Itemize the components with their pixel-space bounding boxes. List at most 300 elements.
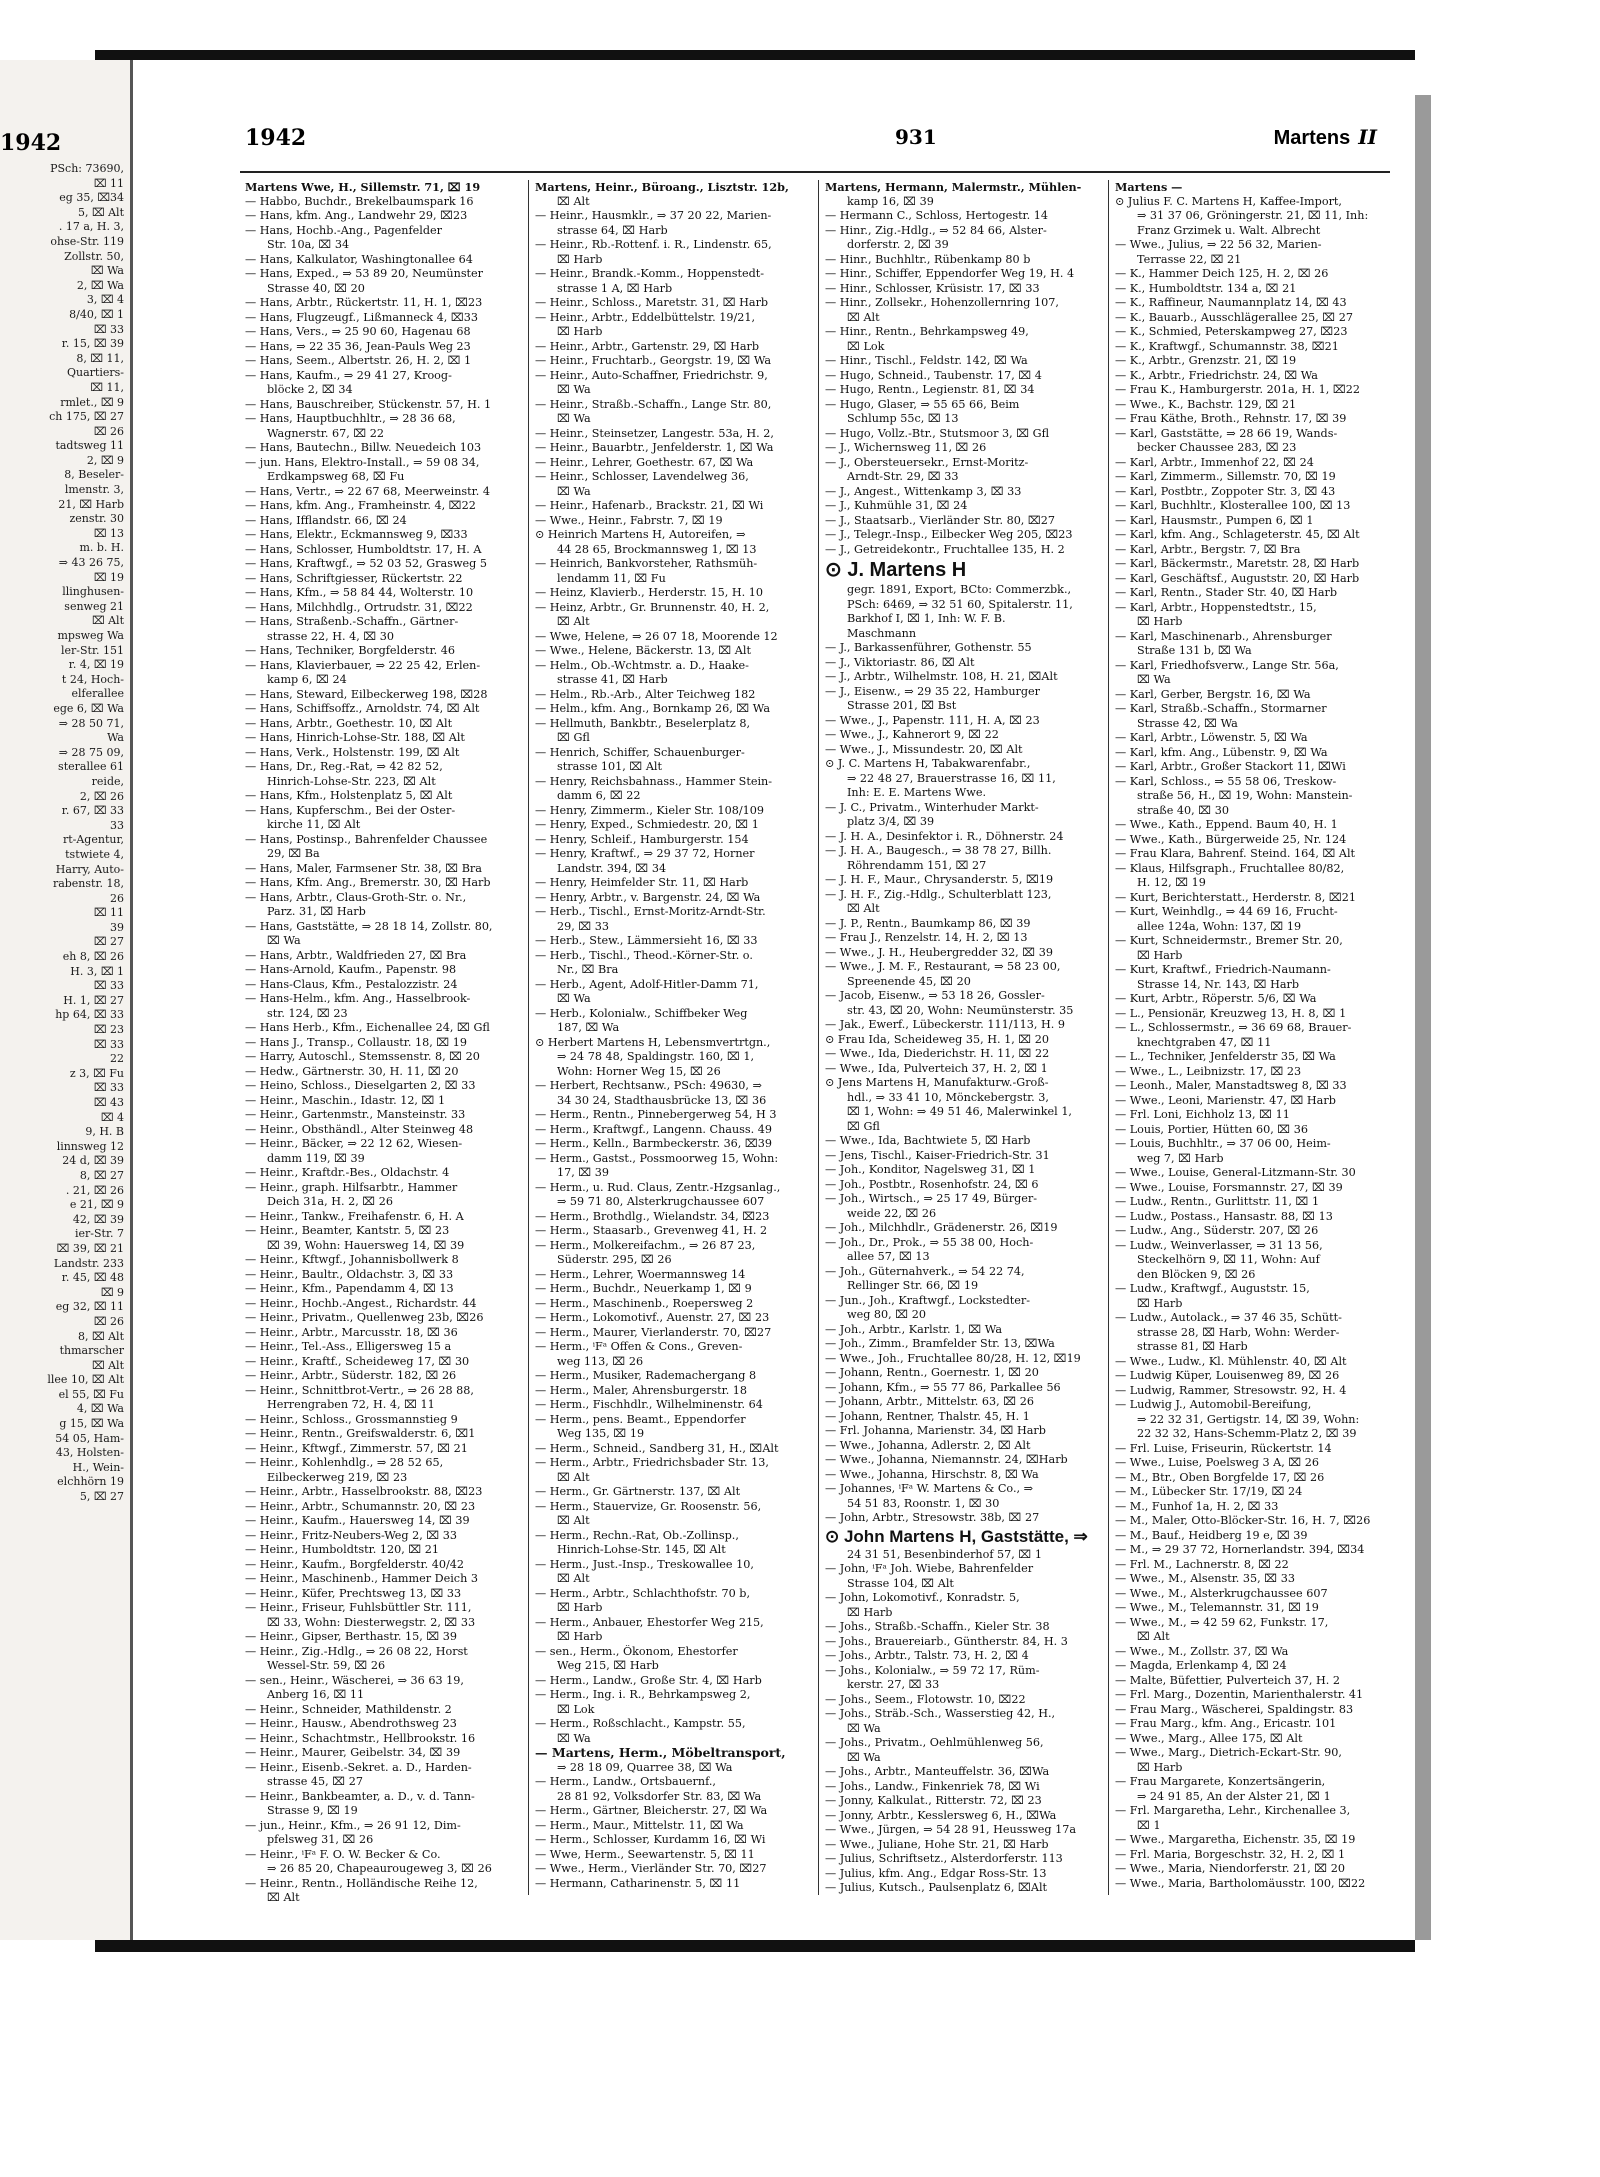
left-page-line: ⌧ Alt (91, 614, 124, 628)
directory-entry: — Joh., Güternahverk., ⇒ 54 22 74, (825, 1264, 1025, 1278)
directory-entry: — Hans, kfm. Ang., Landwehr 29, ⌧23 (245, 209, 468, 222)
directory-entry: — Karl, Arbtr., Bergstr. 7, ⌧ Bra (1115, 542, 1301, 556)
left-page-line: ohse-Str. 119 (50, 234, 124, 248)
directory-entry: — Hans, Milchhdlg., Ortrudstr. 31, ⌧22 (245, 600, 473, 614)
left-page-line: ⇒ 28 50 71, (58, 716, 124, 730)
directory-entry: ⌧ Wa (557, 383, 591, 396)
directory-entry: — Kurt, Kraftwf., Friedrich-Naumann- (1115, 963, 1331, 976)
left-page-line: 8, ⌧ 27 (79, 1168, 124, 1182)
directory-entry: — Herm., Landw., Große Str. 4, ⌧ Harb (535, 1673, 762, 1687)
directory-entry: 29, ⌧ 33 (557, 919, 610, 933)
directory-entry: — Wwe., Helene, Bäckerstr. 13, ⌧ Alt (535, 644, 751, 657)
directory-entry: — Hans, Schlosser, Humboldtstr. 17, H. A (245, 542, 482, 556)
directory-entry: ⌧ Harb (557, 1630, 603, 1643)
directory-entry: — Heinr., Schlosser, Lavendelweg 36, (535, 470, 749, 483)
directory-entry: — John, ⁱFᵃ Joh. Wiebe, Bahrenfelder (825, 1562, 1034, 1575)
left-page-line: 2, ⌧ Wa (76, 278, 124, 292)
directory-entry: — Heinr., Schneider, Mathildenstr. 2 (245, 1702, 452, 1716)
directory-entry: — Hans, Schiffsoffz., Arnoldstr. 74, ⌧ Alt (245, 702, 480, 715)
directory-entry: 44 28 65, Brockmannsweg 1, ⌧ 13 (557, 542, 757, 556)
directory-entry: — Heinr., Fritz-Neubers-Weg 2, ⌧ 33 (245, 1528, 458, 1542)
directory-entry: — Wwe., J. M. F., Restaurant, ⇒ 58 23 00, (825, 960, 1061, 973)
directory-entry: — Heinr., Kraftdr.-Bes., Oldachstr. 4 (245, 1166, 450, 1179)
directory-entry: — K., Humboldtstr. 134 a, ⌧ 21 (1115, 281, 1297, 295)
directory-entry: — jun. Hans, Elektro-Install., ⇒ 59 08 34, (245, 455, 480, 469)
directory-entry: — M., Maler, Otto-Blöcker-Str. 16, H. 7, ⌧26 (1115, 1514, 1371, 1527)
directory-entry: — Hugo, Rentn., Legienstr. 81, ⌧ 34 (825, 383, 1035, 396)
left-page-line: 33 (110, 818, 124, 832)
directory-entry: Steckelhörn 9, ⌧ 11, Wohn: Auf (1137, 1253, 1320, 1266)
directory-entry: — Henry, Arbtr., v. Bargenstr. 24, ⌧ Wa (535, 890, 761, 904)
left-page-line: eg 32, ⌧ 11 (55, 1300, 124, 1314)
directory-entry: — Herm., Maler, Ahrensburgerstr. 18 (535, 1383, 748, 1397)
directory-entry: — Wwe., Herm., Vierländer Str. 70, ⌧27 (535, 1862, 767, 1875)
left-page-line: ⌧ 43 (93, 1096, 124, 1109)
directory-entry: ⌧ 33, Wohn: Diesterwegstr. 2, ⌧ 33 (267, 1615, 476, 1629)
directory-entry: — M., Bauf., Heidberg 19 e, ⌧ 39 (1115, 1528, 1308, 1542)
directory-entry: — Henry, Exped., Schmiedestr. 20, ⌧ 1 (535, 818, 759, 831)
directory-entry: Martens Wwe, H., Sillemstr. 71, ⌧ 19 (245, 180, 481, 194)
directory-entry: — Herm., Brothdlg., Wielandstr. 34, ⌧23 (535, 1209, 770, 1223)
directory-entry: — Johs., Landw., Finkenriek 78, ⌧ Wi (825, 1779, 1040, 1793)
directory-entry: — Wwe., J., Kahnerort 9, ⌧ 22 (825, 728, 999, 741)
directory-entry: — Johann, Rentner, Thalstr. 45, H. 1 (825, 1409, 1030, 1423)
directory-entry: — Heinr., Bauarbtr., Jenfelderstr. 1, ⌧ Wa (535, 441, 774, 454)
directory-entry: — K., Bauarb., Ausschlägerallee 25, ⌧ 27 (1115, 310, 1353, 324)
directory-entry: ⌧ Wa (1137, 673, 1171, 686)
directory-entry: — K., Schmied, Peterskampweg 27, ⌧23 (1115, 325, 1348, 338)
directory-entry: — jun., Heinr., Kfm., ⇒ 26 91 12, Dim- (245, 1818, 461, 1832)
directory-entry: — Julius, kfm. Ang., Edgar Ross-Str. 13 (825, 1866, 1047, 1880)
directory-entry: — Heinr., Tel.-Ass., Elligersweg 15 a (245, 1340, 452, 1353)
directory-entry: ⌧ Alt (557, 1572, 590, 1585)
directory-entry: — Hans, Schriftgiesser, Rückertstr. 22 (245, 571, 463, 585)
directory-entry: — Heinr., Beamter, Kantstr. 5, ⌧ 23 (245, 1224, 450, 1237)
directory-entry: — Herm., Buchdr., Neuerkamp 1, ⌧ 9 (535, 1282, 752, 1295)
left-page-line: 24 d, ⌧ 39 (62, 1154, 124, 1168)
header-rule (240, 171, 1390, 173)
directory-entry: ⌧ Wa (557, 412, 591, 425)
directory-entry: — Frl. Marg., Dozentin, Marienthalerstr. 41 (1115, 1688, 1364, 1701)
directory-entry: — Heinrich, Bankvorsteher, Rathsmüh- (535, 557, 758, 570)
directory-entry: — Ludw., Kraftwgf., Auguststr. 15, (1115, 1282, 1310, 1295)
directory-entry: weide 22, ⌧ 26 (847, 1206, 937, 1220)
directory-entry: — Karl, Hausmstr., Pumpen 6, ⌧ 1 (1115, 513, 1314, 527)
directory-entry: — Louis, Portier, Hütten 60, ⌧ 36 (1115, 1122, 1308, 1136)
directory-entry: — Joh., Arbtr., Karlstr. 1, ⌧ Wa (825, 1322, 1003, 1336)
directory-entry: — Karl, Gerber, Bergstr. 16, ⌧ Wa (1115, 687, 1311, 701)
directory-entry: — Hans Herb., Kfm., Eichenallee 24, ⌧ Gfl (245, 1021, 490, 1034)
directory-entry: Hinrich-Lohse-Str. 223, ⌧ Alt (267, 774, 436, 788)
directory-entry: — Herm., Arbtr., Friedrichsbader Str. 13, (535, 1456, 769, 1469)
directory-entry: strasse 64, ⌧ Harb (557, 223, 668, 237)
directory-entry: — Julius, Schriftsetz., Alsterdorferstr. 113 (825, 1852, 1063, 1865)
directory-entry: — Herm., Landw., Ortsbauernf., (535, 1775, 716, 1788)
directory-entry: — Heinr., Maurer, Geibelstr. 34, ⌧ 39 (245, 1746, 461, 1759)
left-page-line: rabenstr. 18, (52, 877, 124, 891)
directory-entry: — Herm., Roßschlacht., Kampstr. 55, (535, 1717, 746, 1730)
directory-entry: — Henry, Reichsbahnass., Hammer Stein- (535, 774, 773, 788)
directory-entry: — Herm., Rentn., Pinnebergerweg 54, H 3 (535, 1108, 777, 1121)
directory-entry: Deich 31a, H. 2, ⌧ 26 (267, 1195, 393, 1208)
directory-entry: — Hans, Vertr., ⇒ 22 67 68, Meerweinstr. 4 (245, 484, 491, 498)
left-page-line: eh 8, ⌧ 26 (62, 950, 124, 964)
directory-entry: 17, ⌧ 39 (557, 1166, 610, 1179)
left-page-line: linnsweg 12 (56, 1139, 124, 1153)
directory-entry: — Wwe., Ida, Diederichstr. H. 11, ⌧ 22 (825, 1047, 1050, 1060)
directory-entry: ⌧ Harb (557, 325, 603, 338)
directory-entry: — Hans, kfm. Ang., Framheinstr. 4, ⌧22 (245, 499, 476, 512)
column-1 (245, 180, 527, 1906)
left-page-line: ⇒ 43 26 75, (58, 556, 124, 570)
left-page-line: ege 6, ⌧ Wa (53, 701, 124, 715)
directory-entry: ⌧ Alt (847, 310, 880, 324)
directory-entry: 54 51 83, Roonstr. 1, ⌧ 30 (847, 1496, 1000, 1510)
directory-entry: — Heinr., graph. Hilfsarbtr., Hammer (245, 1180, 458, 1194)
directory-entry: — Wwe., J. H., Heubergredder 32, ⌧ 39 (825, 945, 1053, 959)
directory-entry: — Karl, Rentn., Stader Str. 40, ⌧ Harb (1115, 586, 1338, 599)
left-page-line: 43, Holsten- (55, 1446, 124, 1460)
directory-entry: — Julius, Kutsch., Paulsenplatz 6, ⌧Alt (825, 1881, 1048, 1894)
directory-entry: — Hinr., Schlosser, Krüsistr. 17, ⌧ 33 (825, 281, 1040, 295)
directory-entry: — Kurt, Berichterstatt., Herderstr. 8, ⌧21 (1115, 890, 1356, 904)
directory-entry: Strasse 201, ⌧ Bst (847, 699, 957, 712)
directory-entry: — Hans, Arbtr., Waldfrieden 27, ⌧ Bra (245, 948, 467, 962)
directory-entry: — Heinr., Arbtr., Gartenstr. 29, ⌧ Harb (535, 339, 760, 353)
directory-entry: — Wwe., Marg., Dietrich-Eckart-Str. 90, (1115, 1746, 1342, 1759)
directory-entry: — Wwe., Jürgen, ⇒ 54 28 91, Heussweg 17a (825, 1823, 1076, 1836)
directory-entry: — Hans, ⇒ 22 35 36, Jean-Pauls Weg 23 (245, 339, 471, 353)
directory-entry: Wagnerstr. 67, ⌧ 22 (267, 426, 385, 440)
directory-entry: — Hans, Vers., ⇒ 25 90 60, Hagenau 68 (245, 325, 471, 338)
directory-entry: — K., Kraftwgf., Schumannstr. 38, ⌧21 (1115, 339, 1339, 353)
left-page-line: eg 35, ⌧34 (59, 191, 124, 205)
directory-entry: ⌧ Alt (557, 615, 590, 628)
directory-entry: — Ludw., Rentn., Gurlittstr. 11, ⌧ 1 (1115, 1195, 1320, 1208)
directory-entry: — Heinr., Arbtr., Eddelbüttelstr. 19/21, (535, 310, 756, 324)
running-title (1274, 125, 1377, 150)
left-page-line: ⌧ 33 (93, 1037, 124, 1051)
column-divider (1108, 180, 1109, 1895)
left-page-line: ⌧ 11, (90, 380, 124, 394)
directory-entry: — Herm., Kelln., Barmbeckerstr. 36, ⌧39 (535, 1137, 773, 1150)
directory-entry: pfelsweg 31, ⌧ 26 (267, 1833, 374, 1846)
left-page-line: t 24, Hoch- (61, 672, 124, 686)
directory-entry: — Herm., Gärtner, Bleicherstr. 27, ⌧ Wa (535, 1804, 768, 1817)
directory-entry: — Wwe., Luise, Poelsweg 3 A, ⌧ 26 (1115, 1456, 1320, 1469)
directory-entry: — Herm., Kraftwgf., Langenn. Chauss. 49 (535, 1122, 772, 1136)
directory-entry: — Herm., u. Rud. Claus, Zentr.-Hzgsanlag., (535, 1180, 781, 1194)
directory-entry: — sen., Heinr., Wäscherei, ⇒ 36 63 19, (245, 1673, 464, 1687)
directory-entry: — Ludwig Küper, Louisenweg 89, ⌧ 26 (1115, 1369, 1340, 1382)
left-page-line: ⌧ 23 (93, 1023, 124, 1037)
directory-entry: — Karl, Arbtr., Hoppenstedtstr., 15, (1115, 600, 1317, 614)
directory-entry: — Klaus, Hilfsgraph., Fruchtallee 80/82, (1115, 861, 1345, 875)
directory-entry: 28 81 92, Volksdorfer Str. 83, ⌧ Wa (557, 1789, 762, 1803)
directory-entry: — Frau Margarete, Konzertsängerin, (1115, 1775, 1326, 1788)
directory-entry: — Herm., Molkereifachm., ⇒ 26 87 23, (535, 1238, 756, 1252)
directory-entry: — Hans, Flugzeugf., Lißmanneck 4, ⌧33 (245, 310, 478, 324)
left-page-line: ⌧ 11 (93, 906, 124, 920)
directory-entry: Röhrendamm 151, ⌧ 27 (847, 858, 987, 872)
directory-entry: — Heinr., Küfer, Prechtsweg 13, ⌧ 33 (245, 1586, 462, 1600)
directory-entry: — Herm., Maschinenb., Roepersweg 2 (535, 1296, 754, 1310)
directory-entry: — Johs., Arbtr., Talstr. 73, H. 2, ⌧ 4 (825, 1649, 1029, 1662)
left-page-line: r. 45, ⌧ 48 (61, 1271, 124, 1285)
directory-entry: — Herm., Gr. Gärtnerstr. 137, ⌧ Alt (535, 1485, 741, 1498)
directory-entry: — Heinr., ⁱFᵃ F. O. W. Becker & Co. (245, 1847, 441, 1861)
directory-entry: — Johs., Brauereiarb., Güntherstr. 84, H. 3 (825, 1634, 1068, 1648)
directory-entry: Hinrich-Lohse-Str. 145, ⌧ Alt (557, 1543, 726, 1556)
directory-entry: ⌧ Wa (267, 934, 301, 947)
directory-entry: knechtgraben 47, ⌧ 11 (1137, 1035, 1272, 1049)
directory-entry: — Hedw., Gärtnerstr. 30, H. 11, ⌧ 20 (245, 1064, 459, 1078)
left-page-line: ⌧ Alt (91, 1358, 124, 1372)
directory-entry: — Hans, Arbtr., Rückertstr. 11, H. 1, ⌧23 (245, 296, 483, 309)
directory-entry: ⌧ 39, Wohn: Hauersweg 14, ⌧ 39 (267, 1238, 465, 1252)
directory-entry: — L., Techniker, Jenfelderstr 35, ⌧ Wa (1115, 1050, 1336, 1063)
directory-entry: — Hans, Steward, Eilbeckerweg 198, ⌧28 (245, 687, 488, 701)
directory-entry: — Heinr., Arbtr., Marcusstr. 18, ⌧ 36 (245, 1325, 458, 1339)
directory-entry: — J., Obersteuersekr., Ernst-Moritz- (825, 455, 1029, 469)
directory-entry: — J. C., Privatm., Winterhuder Markt- (825, 800, 1039, 814)
directory-entry: — Heinr., Fruchtarb., Georgstr. 19, ⌧ Wa (535, 354, 772, 367)
directory-entry: — Joh., Wirtsch., ⇒ 25 17 49, Bürger- (825, 1192, 1037, 1205)
directory-entry: — Johann, Arbtr., Mittelstr. 63, ⌧ 26 (825, 1395, 1034, 1408)
left-page-line: ⌧ 33 (93, 979, 124, 993)
left-page-line: zenstr. 30 (69, 512, 124, 526)
directory-entry: — Hermann, Catharinenstr. 5, ⌧ 11 (535, 1876, 741, 1890)
directory-entry: ⌧ Gfl (557, 731, 590, 744)
directory-entry: — K., Hammer Deich 125, H. 2, ⌧ 26 (1115, 267, 1329, 280)
directory-entry: — Herm., Arbtr., Schlachthofstr. 70 b, (535, 1586, 751, 1600)
directory-entry: — Heinr., Hochb.-Angest., Richardstr. 44 (245, 1296, 477, 1310)
directory-entry: — Herb., Tischl., Ernst-Moritz-Arndt-Str. (535, 905, 766, 918)
directory-entry: — J., Wichernsweg 11, ⌧ 26 (825, 441, 987, 454)
directory-entry: — Hugo, Vollz.-Btr., Stutsmoor 3, ⌧ Gfl (825, 426, 1050, 440)
left-page-line: r. 67, ⌧ 33 (61, 804, 124, 818)
directory-entry: strasse 22, H. 4, ⌧ 30 (267, 629, 395, 643)
directory-entry: — Heino, Schloss., Dieselgarten 2, ⌧ 33 (245, 1079, 476, 1092)
directory-entry: — Heinr., Gipser, Berthastr. 15, ⌧ 39 (245, 1630, 458, 1643)
directory-entry: Süderstr. 295, ⌧ 26 (557, 1253, 672, 1266)
directory-entry: ⊙ Herbert Martens H, Lebensmvertrtgn., (535, 1035, 771, 1049)
left-page-line: 8, ⌧ 11, (76, 351, 124, 365)
directory-entry: — Hans, Kfm. Ang., Bremerstr. 30, ⌧ Harb (245, 876, 491, 889)
directory-entry: — Karl, Arbtr., Großer Stackort 11, ⌧Wi (1115, 760, 1346, 773)
directory-entry: ⊙ Heinrich Martens H, Autoreifen, ⇒ (535, 528, 746, 541)
directory-entry: ⌧ Harb (1137, 615, 1183, 628)
directory-entry: — Wwe, Helene, ⇒ 26 07 18, Moorende 12 (535, 629, 778, 643)
left-page-line: 21, ⌧ Harb (58, 497, 124, 511)
directory-entry: — Jonny, Arbtr., Kesslersweg 6, H., ⌧Wa (825, 1808, 1057, 1822)
directory-entry: — Hugo, Glaser, ⇒ 55 65 66, Beim (825, 397, 1020, 411)
directory-entry: — Karl, Schloss., ⇒ 55 58 06, Treskow- (1115, 774, 1337, 788)
directory-entry: — Frau Marg., kfm. Ang., Ericastr. 101 (1115, 1717, 1337, 1730)
left-page-line: 5, ⌧ Alt (77, 205, 124, 219)
directory-entry: — Wwe., Maria, Niendorferstr. 21, ⌧ 20 (1115, 1862, 1345, 1875)
directory-entry: — M., ⇒ 29 37 72, Hornerlandstr. 394, ⌧34 (1115, 1543, 1365, 1556)
directory-entry: Parz. 31, ⌧ Harb (267, 905, 366, 918)
directory-entry: — Heinr., Humboldtstr. 120, ⌧ 21 (245, 1543, 440, 1556)
directory-entry: ⇒ 26 85 20, Chapeaurougeweg 3, ⌧ 26 (267, 1862, 492, 1875)
directory-entry: — Jacob, Eisenw., ⇒ 53 18 26, Gossler- (825, 989, 1045, 1002)
directory-entry: Inh: E. E. Martens Wwe. (847, 786, 987, 799)
directory-entry: Strasse 42, ⌧ Wa (1137, 716, 1238, 730)
directory-entry: Martens, Heinr., Büroang., Lisztstr. 12b, (535, 180, 789, 194)
left-page-line: elferallee (71, 687, 124, 701)
directory-entry: str. 124, ⌧ 23 (267, 1006, 348, 1020)
directory-entry: — Wwe., Louise, General-Litzmann-Str. 30 (1115, 1166, 1356, 1179)
directory-entry: — Heinr., Kohlenhdlg., ⇒ 28 52 65, (245, 1456, 444, 1469)
directory-entry: — Herm., Schlosser, Kurdamm 16, ⌧ Wi (535, 1833, 766, 1846)
directory-entry: — Herm., Maurer, Vierlanderstr. 70, ⌧27 (535, 1325, 772, 1339)
running-title-name: Martens (1273, 127, 1351, 149)
running-title-number: II (1358, 125, 1377, 149)
directory-entry: — Heinr., Arbtr., Schumannstr. 20, ⌧ 23 (245, 1499, 476, 1513)
directory-entry: — Hans, Gaststätte, ⇒ 28 18 14, Zollstr. 80, (245, 919, 493, 933)
directory-entry: — Joh., Konditor, Nagelsweg 31, ⌧ 1 (825, 1163, 1036, 1176)
left-page-line: senweg 21 (64, 599, 124, 613)
directory-entry: — Heinr., Bankbeamter, a. D., v. d. Tann- (245, 1789, 475, 1803)
directory-entry: Weg 215, ⌧ Harb (557, 1659, 659, 1672)
directory-entry: — Wwe., Kath., Eppend. Baum 40, H. 1 (1115, 818, 1338, 831)
directory-entry: — Hans, Kfm., Holstenplatz 5, ⌧ Alt (245, 789, 453, 802)
directory-entry: — Heinr., Schnittbrot-Vertr., ⇒ 26 28 88, (245, 1383, 474, 1397)
left-page-line: 2, ⌧ 26 (79, 789, 124, 803)
directory-entry: — Heinr., Arbtr., Süderstr. 182, ⌧ 26 (245, 1369, 457, 1382)
left-page-line: ⌧ 27 (93, 935, 124, 949)
left-page-line: ⌧ 9 (100, 1285, 124, 1299)
directory-entry: — Malte, Büfettier, Pulverteich 37, H. 2 (1115, 1673, 1340, 1687)
directory-entry: — Johann, Kfm., ⇒ 55 77 86, Parkallee 56 (825, 1380, 1061, 1394)
directory-entry: — Karl, Zimmerm., Sillemstr. 70, ⌧ 19 (1115, 470, 1336, 483)
directory-entry: ⌧ Alt (557, 194, 590, 208)
directory-entry: — Frau Marg., Wäscherei, Spaldingstr. 83 (1115, 1702, 1354, 1716)
directory-entry: — Wwe., Ida, Bachtwiete 5, ⌧ Harb (825, 1134, 1031, 1147)
directory-entry: — L., Schlossermstr., ⇒ 36 69 68, Brauer- (1115, 1021, 1352, 1034)
directory-entry: — Frau J., Renzelstr. 14, H. 2, ⌧ 13 (825, 931, 1028, 944)
directory-entry: ⊙ Frau Ida, Scheideweg 35, H. 1, ⌧ 20 (825, 1032, 1049, 1046)
directory-entry: lendamm 11, ⌧ Fu (557, 571, 666, 585)
directory-entry: — Hans, Seem., Albertstr. 26, H. 2, ⌧ 1 (245, 354, 472, 367)
directory-entry: — Wwe., Louise, Forsmannstr. 27, ⌧ 39 (1115, 1180, 1343, 1194)
directory-entry: — Hans, Klavierbauer, ⇒ 22 25 42, Erlen- (245, 658, 481, 672)
directory-entry: — Heinr., Schachtmstr., Hellbrookstr. 16 (245, 1731, 476, 1745)
directory-entry: gegr. 1891, Export, BCto: Commerzbk., (847, 583, 1072, 596)
directory-entry: — Habbo, Buchdr., Brekelbaumspark 16 (245, 194, 474, 208)
directory-entry: — Heinr., Kraftf., Scheideweg 17, ⌧ 30 (245, 1354, 470, 1368)
directory-entry: kamp 16, ⌧ 39 (847, 194, 934, 208)
directory-entry: — Wwe., Margaretha, Eichenstr. 35, ⌧ 19 (1115, 1833, 1356, 1846)
directory-entry: — Hinr., Zig.-Hdlg., ⇒ 52 84 66, Alster- (825, 223, 1047, 237)
column-divider (528, 180, 529, 1895)
directory-entry: — Frl. Johanna, Marienstr. 34, ⌧ Harb (825, 1424, 1046, 1437)
left-page-line: Quartiers- (67, 366, 124, 380)
directory-entry: — Wwe., Kath., Bürgerweide 25, Nr. 124 (1115, 832, 1347, 846)
directory-entry: — Louis, Buchhltr., ⇒ 37 06 00, Heim- (1115, 1137, 1331, 1150)
directory-entry: becker Chaussee 283, ⌧ 23 (1137, 441, 1297, 454)
directory-entry: Martens — (1115, 180, 1183, 194)
directory-entry: — Magda, Erlenkamp 4, ⌧ 24 (1115, 1659, 1287, 1672)
directory-entry: strasse 101, ⌧ Alt (557, 760, 662, 773)
directory-entry: ⌧ 1, Wohn: ⇒ 49 51 46, Malerwinkel 1, (847, 1105, 1072, 1118)
directory-entry: Erdkampsweg 68, ⌧ Fu (267, 470, 405, 483)
directory-entry: — Jak., Ewerf., Lübeckerstr. 111/113, H. 9 (825, 1018, 1065, 1031)
directory-entry: — Karl, Arbtr., Löwenstr. 5, ⌧ Wa (1115, 731, 1308, 744)
directory-entry: — Frl. Luise, Friseurin, Rückertstr. 14 (1115, 1441, 1332, 1455)
directory-entry: 24 31 51, Besenbinderhof 57, ⌧ 1 (847, 1547, 1042, 1561)
directory-entry: — Hans, Ifflandstr. 66, ⌧ 24 (245, 513, 407, 527)
directory-entry: Spreenende 45, ⌧ 20 (847, 974, 971, 988)
left-page-line: sterallee 61 (58, 760, 124, 774)
directory-entry: — Ludwig J., Automobil-Bereifung, (1115, 1398, 1312, 1411)
directory-entry: — John, Lokomotivf., Konradstr. 5, (825, 1591, 1020, 1604)
left-page-line: 26 (110, 891, 124, 905)
left-page-line: ⌧ 19 (93, 570, 124, 584)
directory-entry: — Herm., Stauervize, Gr. Roosenstr. 56, (535, 1499, 762, 1513)
directory-entry: — Hans, Kraftwgf., ⇒ 52 03 52, Grasweg 5 (245, 557, 487, 570)
directory-entry: — J. H. A., Baugesch., ⇒ 38 78 27, Billh. (825, 844, 1052, 857)
left-page-line: Wa (107, 731, 124, 745)
column-2 (535, 180, 817, 1891)
directory-entry: — Heinr., Hafenarb., Brackstr. 21, ⌧ Wi (535, 499, 764, 512)
directory-entry: — Heinr., Gartenmstr., Mansteinstr. 33 (245, 1108, 466, 1121)
left-page-line: lmenstr. 3, (64, 483, 124, 497)
directory-entry: — Karl, Arbtr., Immenhof 22, ⌧ 24 (1115, 455, 1314, 469)
directory-entry: ⇒ 22 48 27, Brauerstrasse 16, ⌧ 11, (847, 771, 1056, 785)
directory-entry: — K., Arbtr., Friedrichstr. 24, ⌧ Wa (1115, 368, 1318, 382)
directory-entry: ⇒ 24 91 85, An der Alster 21, ⌧ 1 (1137, 1789, 1331, 1803)
directory-entry: — Kurt, Weinhdlg., ⇒ 44 69 16, Frucht- (1115, 905, 1338, 918)
directory-entry: — Herm., Ing. i. R., Behrkampsweg 2, (535, 1688, 751, 1701)
directory-entry: hdl., ⇒ 33 41 10, Mönckebergstr. 3, (847, 1090, 1049, 1104)
directory-entry: damm 119, ⌧ 39 (267, 1151, 365, 1165)
directory-entry: — Hans J., Transp., Collaustr. 18, ⌧ 19 (245, 1035, 468, 1049)
directory-entry: — Wwe., Johanna, Hirschstr. 8, ⌧ Wa (825, 1467, 1039, 1481)
directory-entry: ⌧ Harb (1137, 948, 1183, 962)
directory-entry: — Ludw., Postass., Hansastr. 88, ⌧ 13 (1115, 1209, 1333, 1223)
directory-entry: dorferstr. 2, ⌧ 39 (847, 238, 949, 251)
directory-entry: — Frau Klara, Bahrenf. Steind. 164, ⌧ Alt (1115, 847, 1356, 860)
directory-entry: — J., Barkassenführer, Gothenstr. 55 (825, 641, 1032, 654)
directory-entry: ⇒ 31 37 06, Gröningerstr. 21, ⌧ 11, Inh: (1137, 209, 1369, 222)
left-page-line: ⌧ 33 (93, 1081, 124, 1095)
scan-edge-top (95, 50, 1415, 60)
directory-entry: — Hans, Kupferschm., Bei der Oster- (245, 803, 456, 817)
directory-entry: strasse 1 A, ⌧ Harb (557, 281, 673, 295)
directory-entry: ⌧ Alt (847, 902, 880, 915)
directory-entry: — J., Getreidekontr., Fruchtallee 135, H. 2 (825, 542, 1065, 556)
directory-entry: straße 56, H., ⌧ 19, Wohn: Manstein- (1137, 789, 1353, 802)
directory-entry: — Wwe., Maria, Bartholomäusstr. 100, ⌧22 (1115, 1876, 1366, 1890)
directory-entry: — Ludw., Autolack., ⇒ 37 46 35, Schütt- (1115, 1311, 1342, 1324)
directory-entry: — Hans, Elektr., Eckmannsweg 9, ⌧33 (245, 528, 468, 541)
directory-entry: — Helm., kfm. Ang., Bornkamp 26, ⌧ Wa (535, 702, 771, 715)
directory-entry: — M., Lübecker Str. 17/19, ⌧ 24 (1115, 1485, 1303, 1498)
directory-entry: — Henrich, Schiffer, Schauenburger- (535, 745, 745, 759)
directory-entry: — Hinr., Schiffer, Eppendorfer Weg 19, H. 4 (825, 267, 1075, 280)
directory-entry: — J., Kuhmühle 31, ⌧ 24 (825, 499, 968, 512)
directory-entry: — Heinr., Privatm., Quellenweg 23b, ⌧26 (245, 1311, 484, 1324)
directory-entry: Barkhof I, ⌧ 1, Inh: W. F. B. (847, 612, 1006, 625)
directory-entry: — Wwe., M., ⇒ 42 59 62, Funkstr. 17, (1115, 1615, 1329, 1629)
directory-entry: — Heinr., Kaufm., Hauersweg 14, ⌧ 39 (245, 1514, 470, 1527)
directory-entry: — Hans, Techniker, Borgfelderstr. 46 (245, 644, 455, 657)
directory-entry: Landstr. 394, ⌧ 34 (557, 861, 667, 875)
directory-entry: ⌧ Harb (1137, 1760, 1183, 1774)
directory-entry: — Wwe., M., Alsterkrugchaussee 607 (1115, 1586, 1328, 1600)
